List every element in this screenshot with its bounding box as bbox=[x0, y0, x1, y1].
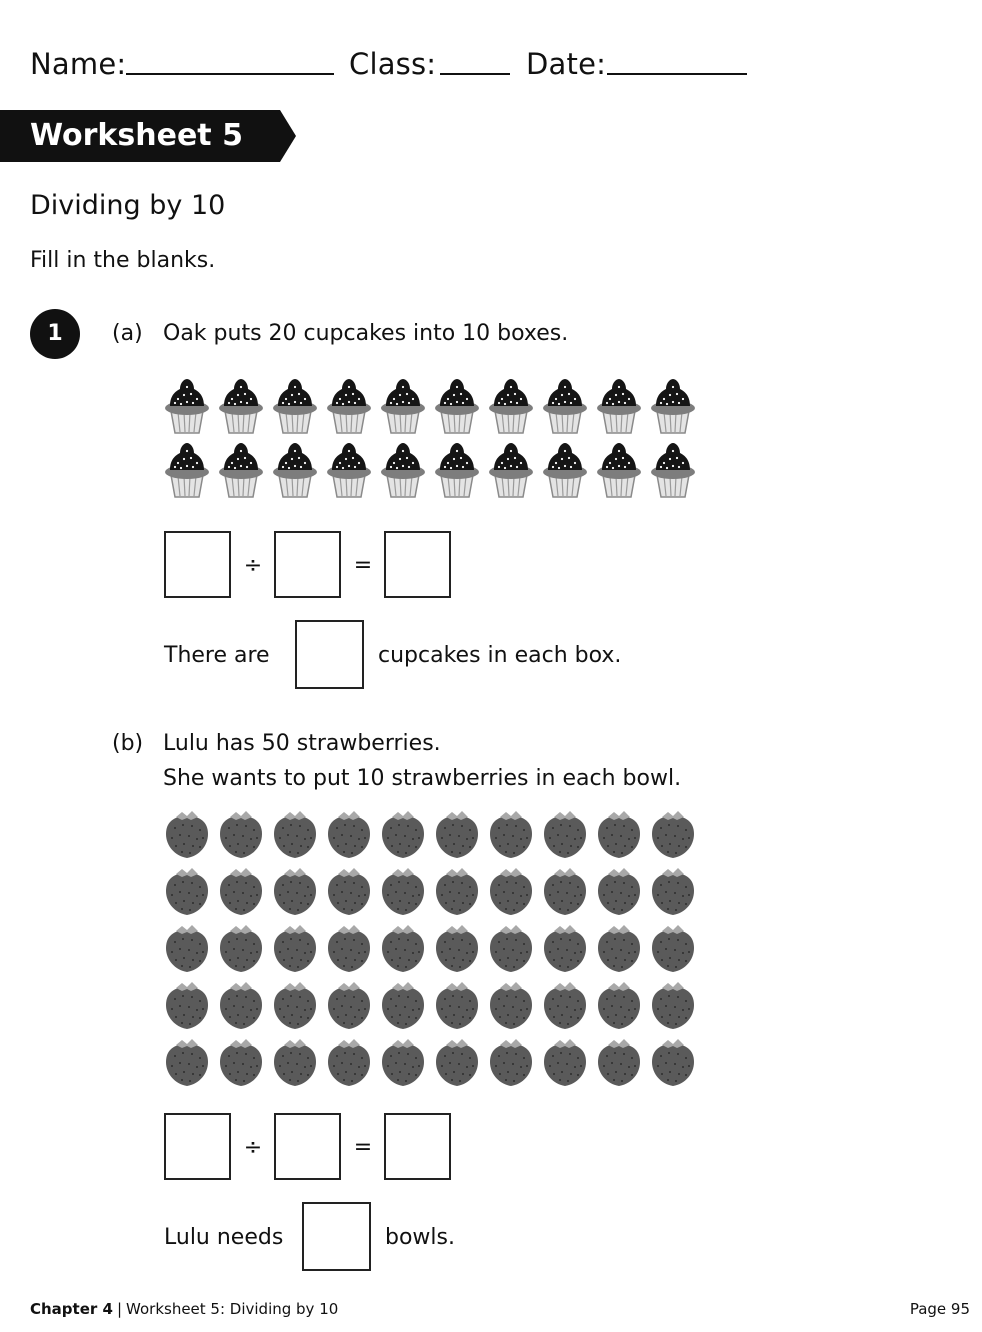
divide-sign: ÷ bbox=[243, 553, 263, 578]
part-a-label: (a) bbox=[112, 321, 143, 346]
class-label: Class: bbox=[349, 47, 437, 81]
strawberry-icon bbox=[538, 808, 592, 865]
strawberry-icon bbox=[592, 865, 646, 922]
strawberry-icon bbox=[646, 979, 700, 1036]
date-field[interactable] bbox=[607, 73, 747, 75]
name-label: Name: bbox=[30, 47, 127, 81]
strawberry-icon bbox=[160, 865, 214, 922]
strawberry-icon bbox=[268, 979, 322, 1036]
class-field[interactable] bbox=[440, 73, 510, 75]
strawberry-icon bbox=[322, 1036, 376, 1093]
part-b-prompt-line2: She wants to put 10 strawberries in each bowl. bbox=[163, 766, 682, 791]
cupcake-icon bbox=[538, 439, 592, 503]
part-a-quotient-box[interactable] bbox=[384, 531, 451, 598]
strawberry-icon bbox=[430, 865, 484, 922]
strawberry-icon bbox=[160, 808, 214, 865]
footer-page-number: Page 95 bbox=[909, 1300, 970, 1318]
cupcake-icon bbox=[322, 375, 376, 439]
cupcake-icon bbox=[646, 375, 700, 439]
strawberry-icon bbox=[268, 1036, 322, 1093]
footer-chapter: Chapter 4 bbox=[30, 1300, 113, 1318]
part-a-sentence-start: There are bbox=[164, 643, 270, 668]
part-b-prompt-line1: Lulu has 50 strawberries. bbox=[163, 731, 441, 756]
strawberry-icon bbox=[214, 979, 268, 1036]
cupcake-icon bbox=[592, 375, 646, 439]
strawberry-icon bbox=[484, 979, 538, 1036]
strawberry-icon bbox=[646, 865, 700, 922]
strawberry-icon bbox=[160, 1036, 214, 1093]
cupcake-icon bbox=[376, 375, 430, 439]
instructions: Fill in the blanks. bbox=[30, 248, 216, 273]
footer-separator: | bbox=[116, 1300, 123, 1318]
part-a-divisor-box[interactable] bbox=[274, 531, 341, 598]
strawberry-icon bbox=[430, 979, 484, 1036]
equals-sign: = bbox=[353, 553, 373, 578]
section-title: Dividing by 10 bbox=[30, 190, 226, 221]
cupcake-icon bbox=[376, 439, 430, 503]
date-label: Date: bbox=[526, 47, 607, 81]
strawberry-icon bbox=[538, 922, 592, 979]
cupcake-icon bbox=[214, 439, 268, 503]
part-a-prompt: Oak puts 20 cupcakes into 10 boxes. bbox=[163, 321, 569, 346]
strawberry-icon bbox=[484, 922, 538, 979]
strawberry-icon bbox=[160, 922, 214, 979]
cupcake-icon bbox=[484, 375, 538, 439]
cupcake-icon bbox=[430, 439, 484, 503]
strawberry-icon bbox=[322, 865, 376, 922]
strawberry-icon bbox=[214, 865, 268, 922]
strawberry-icon bbox=[376, 979, 430, 1036]
strawberry-icon bbox=[376, 1036, 430, 1093]
cupcake-icon bbox=[646, 439, 700, 503]
part-b-label: (b) bbox=[112, 731, 144, 756]
strawberry-icon bbox=[646, 1036, 700, 1093]
strawberry-icon bbox=[484, 1036, 538, 1093]
worksheet-title: Worksheet 5 bbox=[30, 118, 243, 153]
footer-chapter-info bbox=[30, 1298, 338, 1320]
footer-worksheet: Worksheet 5: Dividing by 10 bbox=[126, 1300, 339, 1318]
strawberry-icon bbox=[430, 1036, 484, 1093]
strawberry-icon bbox=[160, 979, 214, 1036]
strawberry-icon bbox=[538, 1036, 592, 1093]
cupcake-icon bbox=[322, 439, 376, 503]
part-b-divisor-box[interactable] bbox=[274, 1113, 341, 1180]
strawberry-icon bbox=[592, 1036, 646, 1093]
part-a-answer-box[interactable] bbox=[295, 620, 364, 689]
strawberry-icon bbox=[538, 865, 592, 922]
strawberry-icon bbox=[646, 922, 700, 979]
cupcake-icon bbox=[484, 439, 538, 503]
strawberry-icon bbox=[214, 808, 268, 865]
strawberry-icon bbox=[592, 922, 646, 979]
strawberry-icon bbox=[322, 808, 376, 865]
strawberry-icon bbox=[484, 808, 538, 865]
strawberry-icon bbox=[268, 808, 322, 865]
part-b-sentence-start: Lulu needs bbox=[164, 1225, 284, 1250]
cupcake-icon bbox=[160, 439, 214, 503]
strawberry-icon bbox=[646, 808, 700, 865]
strawberry-picture bbox=[160, 808, 700, 1093]
worksheet-banner bbox=[0, 110, 296, 162]
cupcake-picture bbox=[160, 375, 700, 503]
strawberry-icon bbox=[430, 808, 484, 865]
strawberry-icon bbox=[322, 922, 376, 979]
part-b-dividend-box[interactable] bbox=[164, 1113, 231, 1180]
strawberry-icon bbox=[214, 922, 268, 979]
strawberry-icon bbox=[376, 808, 430, 865]
strawberry-icon bbox=[376, 922, 430, 979]
question-number-badge: 1 bbox=[30, 309, 80, 359]
cupcake-icon bbox=[538, 375, 592, 439]
cupcake-icon bbox=[430, 375, 484, 439]
divide-sign: ÷ bbox=[243, 1135, 263, 1160]
strawberry-icon bbox=[484, 865, 538, 922]
strawberry-icon bbox=[592, 808, 646, 865]
part-b-sentence-end: bowls. bbox=[385, 1225, 455, 1250]
part-a-dividend-box[interactable] bbox=[164, 531, 231, 598]
strawberry-icon bbox=[268, 865, 322, 922]
equals-sign: = bbox=[353, 1135, 373, 1160]
strawberry-icon bbox=[268, 922, 322, 979]
cupcake-icon bbox=[268, 439, 322, 503]
strawberry-icon bbox=[538, 979, 592, 1036]
part-a-sentence-end: cupcakes in each box. bbox=[378, 643, 622, 668]
strawberry-icon bbox=[322, 979, 376, 1036]
cupcake-icon bbox=[160, 375, 214, 439]
cupcake-icon bbox=[214, 375, 268, 439]
cupcake-icon bbox=[592, 439, 646, 503]
strawberry-icon bbox=[430, 922, 484, 979]
part-b-quotient-box[interactable] bbox=[384, 1113, 451, 1180]
strawberry-icon bbox=[214, 1036, 268, 1093]
strawberry-icon bbox=[592, 979, 646, 1036]
strawberry-icon bbox=[376, 865, 430, 922]
name-field[interactable] bbox=[126, 73, 334, 75]
cupcake-icon bbox=[268, 375, 322, 439]
part-b-answer-box[interactable] bbox=[302, 1202, 371, 1271]
